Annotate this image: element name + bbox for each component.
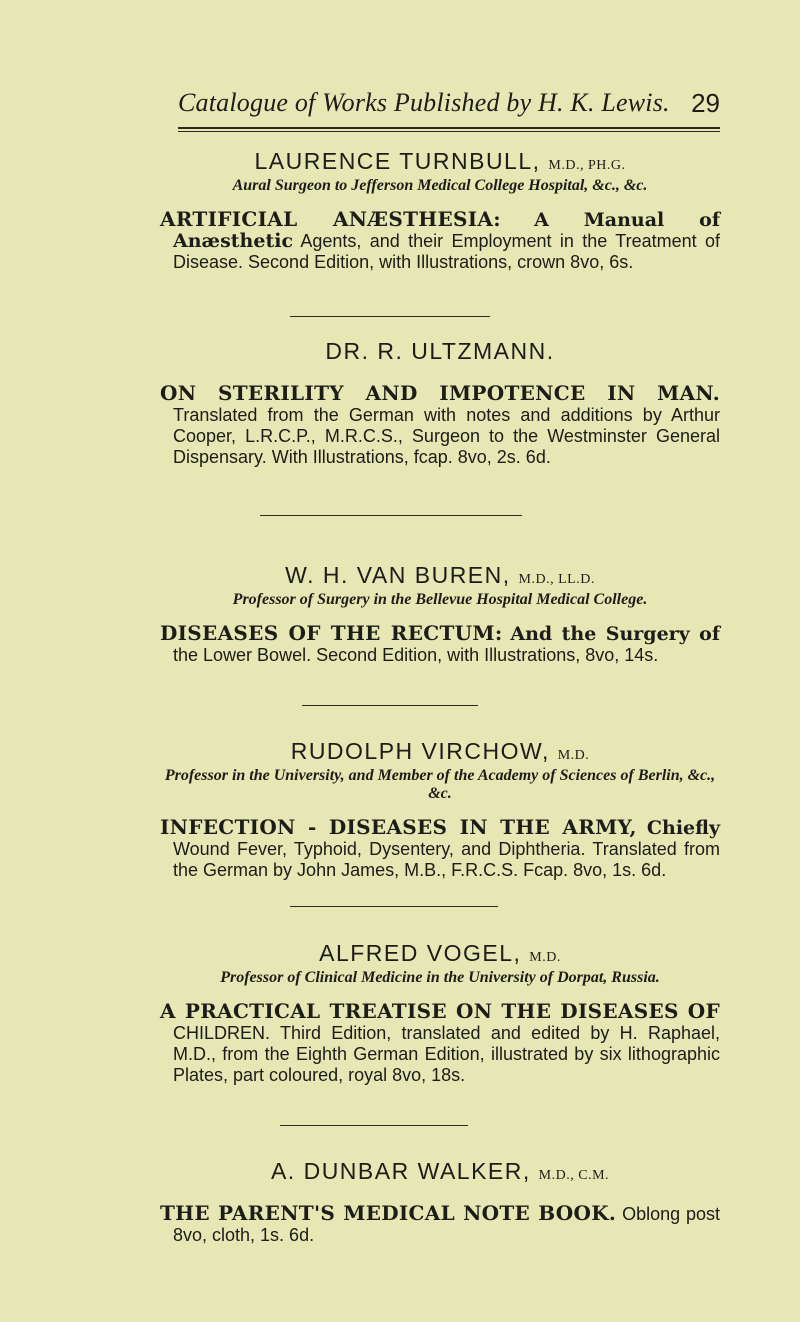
header-rule [178, 127, 720, 129]
author-name: A. DUNBAR WALKER, [270, 1158, 531, 1184]
author-name: DR. R. ULTZMANN. [325, 338, 555, 364]
header-rule-thin [178, 131, 720, 132]
book-description [160, 1001, 720, 1086]
author-name: RUDOLPH VIRCHOW, [290, 738, 550, 764]
author-name: ALFRED VOGEL, [319, 940, 522, 966]
catalogue-entry [160, 1158, 720, 1246]
book-subtitle: And the Surgery of [510, 623, 720, 645]
author-line [160, 940, 720, 967]
author-name: LAURENCE TURNBULL, [254, 148, 541, 174]
book-description [160, 623, 720, 666]
author-affiliation: Professor of Clinical Medicine in the University of Dorpat, Russia. [220, 969, 660, 986]
book-title: THE PARENT'S MEDICAL NOTE BOOK. [160, 1201, 617, 1225]
author-degrees: M.D., PH.G. [548, 158, 626, 173]
separator-rule [290, 316, 490, 317]
separator-rule [280, 1125, 468, 1126]
book-description [160, 817, 720, 881]
separator-rule [260, 515, 522, 516]
book-details: Wound Fever, Typhoid, Dysentery, and Diphtheria. Translated from the German by John James, M.B., F.R.C.S. Fcap. 8vo, 1s. 6d. [173, 839, 720, 880]
author-line [160, 338, 720, 365]
book-title: ARTIFICIAL ANÆSTHESIA: [160, 207, 501, 231]
author-degrees: M.D., C.M. [538, 1168, 610, 1183]
author-affiliation: Professor of Surgery in the Bellevue Hospital Medical College. [232, 591, 648, 608]
book-subtitle: A Manual of Anæsthetic [173, 209, 720, 252]
book-details: Agents, and their Employment in the Treatment of Disease. Second Edition, with Illustrations, crown 8vo, 6s. [173, 231, 720, 272]
author-degrees: M.D., LL.D. [518, 572, 595, 587]
book-title: ON STERILITY AND IMPOTENCE IN MAN. [160, 381, 720, 405]
author-degrees: M.D. [557, 748, 590, 763]
author-affiliation: Professor in the University, and Member of the Academy of Sciences of Berlin, &c., &c. [164, 767, 716, 802]
separator-rule [302, 705, 478, 706]
book-description [160, 209, 720, 273]
page-number: 29 [691, 88, 720, 118]
catalogue-entry [160, 338, 720, 468]
author-line [160, 1158, 720, 1185]
book-details: Oblong post 8vo, cloth, 1s. 6d. [173, 1204, 720, 1245]
catalogue-entry [160, 148, 720, 273]
book-title: DISEASES OF THE RECTUM: [160, 621, 503, 645]
author-line [160, 738, 720, 765]
book-details: CHILDREN. Third Edition, translated and edited by H. Raphael, M.D., from the Eighth German Edition, illustrated by six lithographic Plates, part coloured, royal 8vo, 18s. [173, 1023, 720, 1085]
book-description [160, 383, 720, 468]
separator-rule [290, 906, 498, 907]
running-title: Catalogue of Works Published by H. K. Lewis. [178, 88, 670, 117]
author-name: W. H. VAN BUREN, [285, 562, 511, 588]
author-affiliation: Aural Surgeon to Jefferson Medical College Hospital, &c., &c. [232, 177, 648, 194]
book-details: the Lower Bowel. Second Edition, with Illustrations, 8vo, 14s. [173, 645, 659, 665]
author-line [160, 562, 720, 589]
author-degrees: M.D. [529, 950, 561, 965]
author-line [160, 148, 720, 175]
catalogue-entry [160, 940, 720, 1086]
catalogue-entry [160, 738, 720, 881]
book-subtitle: Chiefly [646, 817, 720, 839]
book-description [160, 1203, 720, 1246]
book-title: INFECTION - DISEASES IN THE ARMY, [160, 815, 637, 839]
catalogue-entry [160, 562, 720, 666]
page-header [160, 88, 720, 128]
book-details: Translated from the German with notes and additions by Arthur Cooper, L.R.C.P., M.R.C.S., Surgeon to the Westminster General Dispensary. With Illustrations, fcap. 8vo, 2s. 6d. [173, 405, 720, 467]
book-title: A PRACTICAL TREATISE ON THE DISEASES OF [160, 999, 720, 1023]
